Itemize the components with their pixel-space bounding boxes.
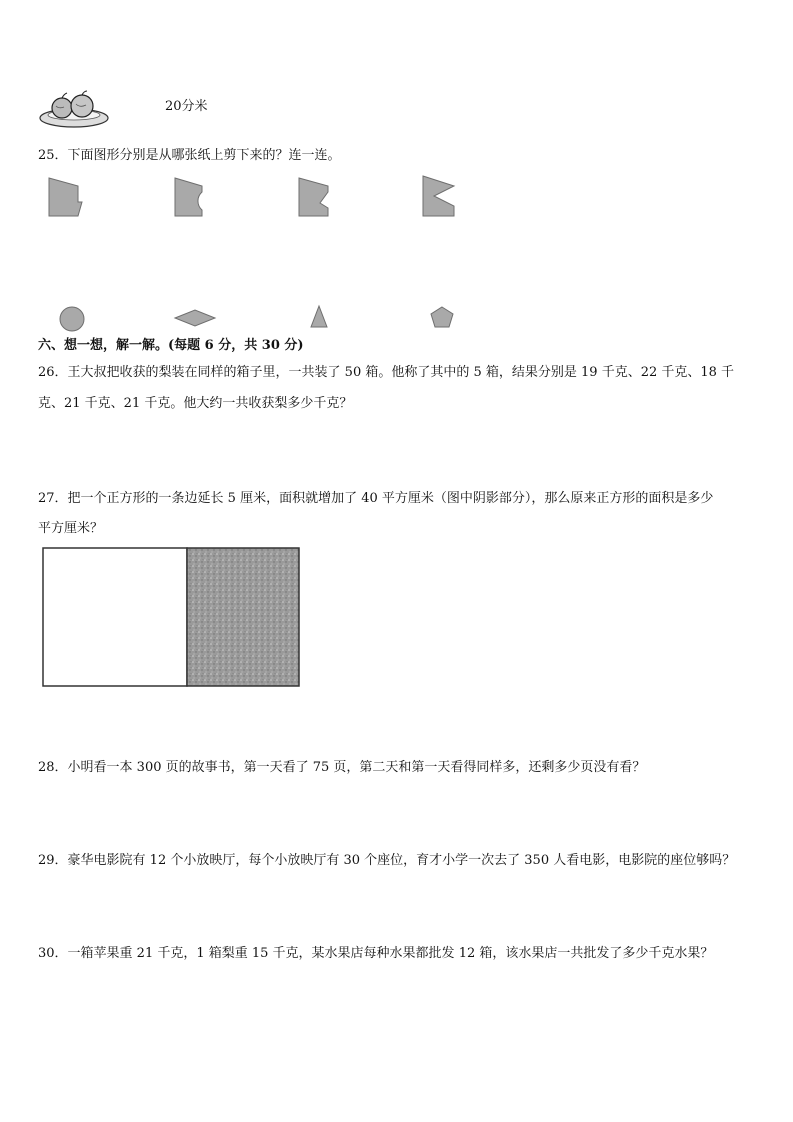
pentagon-piece xyxy=(430,306,454,328)
circle-piece xyxy=(58,305,86,333)
question-30: 30．一箱苹果重 21 千克，1 箱梨重 15 千克，某水果店每种水果都批发 12 箱，该水果店一共批发了多少千克水果？ xyxy=(38,946,714,961)
paper-shape-2 xyxy=(174,176,210,218)
measure-label: 20分米 xyxy=(165,99,208,114)
paper-shape-1 xyxy=(48,176,84,218)
question-27-line-2: 平方厘米？ xyxy=(38,521,104,536)
question-28: 28．小明看一本 300 页的故事书，第一天看了 75 页，第二天和第一天看得同样多，还剩多少页没有看？ xyxy=(38,760,646,775)
question-27-line-1: 27．把一个正方形的一条边延长 5 厘米，面积就增加了 40 平方厘米（图中阴影部分），那么原来正方形的面积是多少 xyxy=(38,491,714,506)
fruit-plate-image xyxy=(38,88,110,130)
question-26-line-1: 26．王大叔把收获的梨装在同样的箱子里，一共装了 50 箱。他称了其中的 5 箱，结果分别是 19 千克、22 千克、18 千 xyxy=(38,365,735,380)
paper-shape-4 xyxy=(422,174,458,218)
question-25: 25．下面图形分别是从哪张纸上剪下来的？连一连。 xyxy=(38,148,341,163)
square-extension-diagram xyxy=(42,547,302,689)
question-26-line-2: 克、21 千克、21 千克。他大约一共收获梨多少千克？ xyxy=(38,396,353,411)
section-6-title: 六、想一想，解一解。(每题 6 分，共 30 分) xyxy=(38,338,304,353)
triangle-piece xyxy=(309,305,329,329)
rhombus-piece xyxy=(174,308,216,328)
paper-shape-3 xyxy=(298,176,334,218)
question-29: 29．豪华电影院有 12 个小放映厅，每个小放映厅有 30 个座位，育才小学一次去了 350 人看电影，电影院的座位够吗？ xyxy=(38,853,736,868)
